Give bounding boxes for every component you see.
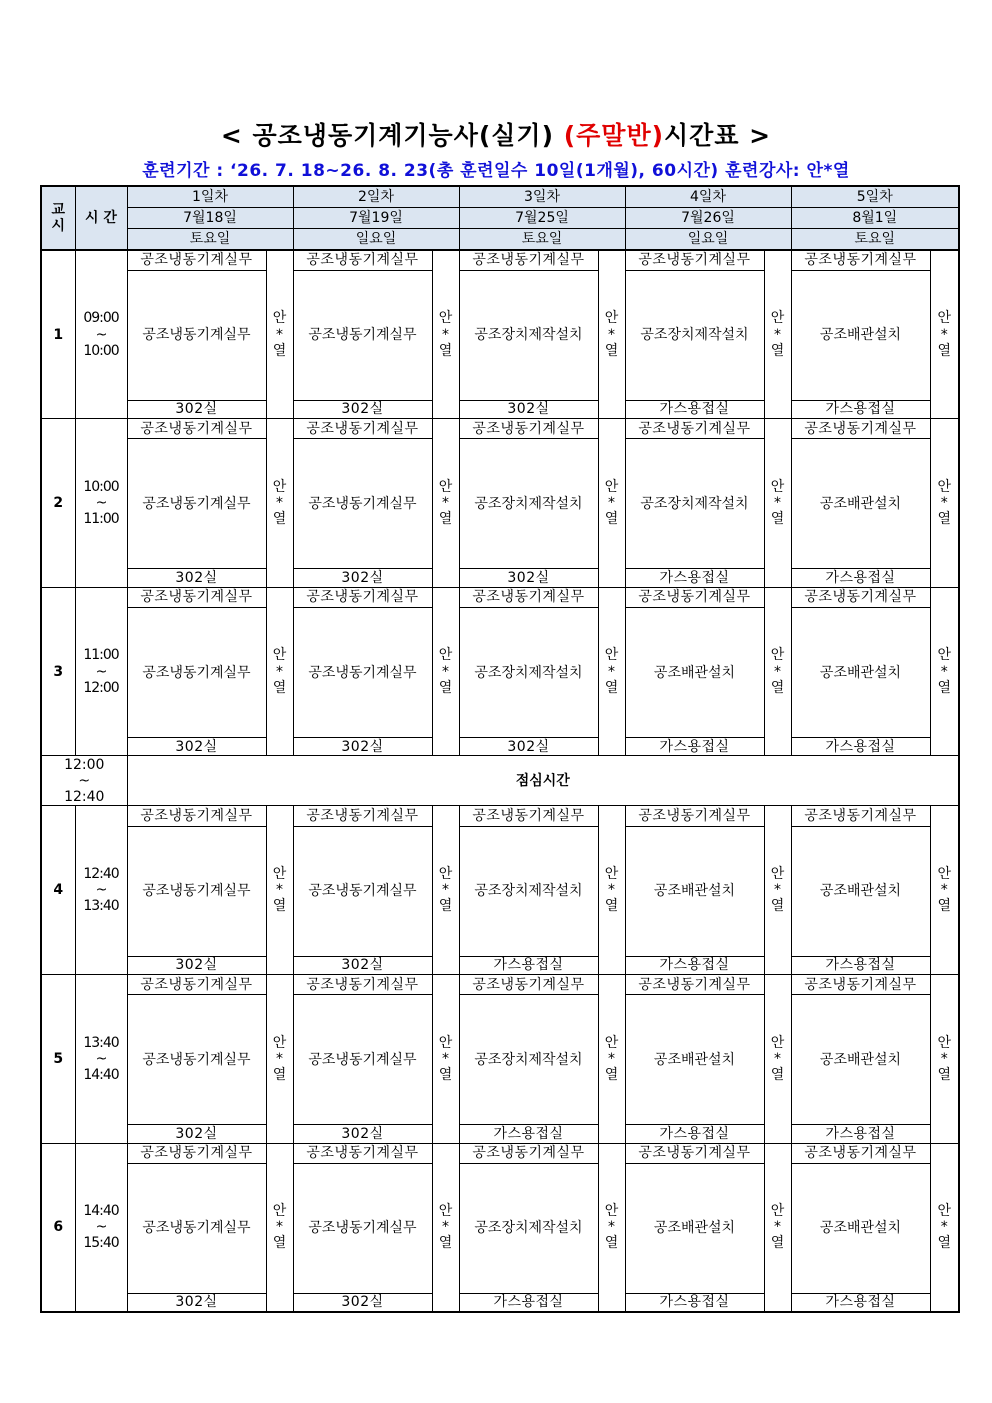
room-label: 302실: [127, 1125, 266, 1143]
subject-cell: 공조장치제작설치: [459, 439, 598, 569]
subject-cell: 공조냉동기계실무: [293, 608, 432, 738]
instructor-cell: 안 * 열: [598, 587, 625, 756]
category-label: 공조냉동기계실무: [459, 419, 598, 439]
room-label: 302실: [459, 738, 598, 756]
instructor-cell: 안 * 열: [930, 250, 959, 419]
subject-cell: 공조냉동기계실무: [127, 608, 266, 738]
weekday-header: 토요일: [459, 229, 625, 250]
room-label: 가스용접실: [459, 956, 598, 974]
category-label: 공조냉동기계실무: [459, 250, 598, 270]
category-label: 공조냉동기계실무: [127, 419, 266, 439]
page-title: [0, 116, 992, 152]
date-header: 8월1일: [791, 207, 959, 228]
category-label: 공조냉동기계실무: [293, 806, 432, 826]
category-label: 공조냉동기계실무: [127, 587, 266, 607]
instructor-cell: 안 * 열: [930, 419, 959, 588]
room-label: 가스용접실: [625, 569, 764, 587]
room-label: 302실: [293, 956, 432, 974]
category-label: 공조냉동기계실무: [293, 419, 432, 439]
room-label: 302실: [127, 956, 266, 974]
category-label: 공조냉동기계실무: [625, 975, 764, 995]
instructor-cell: 안 * 열: [764, 975, 791, 1144]
period-number: 6: [41, 1143, 75, 1312]
instructor-cell: 안 * 열: [598, 975, 625, 1144]
title-highlight: (주말반): [563, 121, 665, 150]
instructor-cell: 안 * 열: [930, 1143, 959, 1312]
instructor-cell: 안 * 열: [266, 1143, 293, 1312]
category-label: 공조냉동기계실무: [127, 806, 266, 826]
category-label: 공조냉동기계실무: [625, 250, 764, 270]
subject-cell: 공조배관설치: [625, 608, 764, 738]
room-label: 가스용접실: [625, 1125, 764, 1143]
room-label: 302실: [293, 569, 432, 587]
instructor-cell: 안 * 열: [930, 806, 959, 975]
instructor-cell: 안 * 열: [432, 806, 459, 975]
subject-cell: 공조장치제작설치: [625, 270, 764, 400]
category-label: 공조냉동기계실무: [127, 250, 266, 270]
subject-cell: 공조배관설치: [791, 826, 930, 956]
category-label: 공조냉동기계실무: [293, 975, 432, 995]
period-time: 10:00 ~ 11:00: [75, 419, 127, 588]
subject-cell: 공조냉동기계실무: [293, 995, 432, 1125]
lunch-label: 점심시간: [127, 756, 959, 806]
instructor-cell: 안 * 열: [432, 1143, 459, 1312]
subject-cell: 공조냉동기계실무: [293, 439, 432, 569]
instructor-cell: 안 * 열: [764, 806, 791, 975]
instructor-cell: 안 * 열: [930, 975, 959, 1144]
instructor-cell: 안 * 열: [432, 419, 459, 588]
period-time: 09:00 ~ 10:00: [75, 250, 127, 419]
category-label: 공조냉동기계실무: [791, 419, 930, 439]
day-header: 4일차: [625, 186, 791, 207]
category-label: 공조냉동기계실무: [791, 975, 930, 995]
day-header: 1일차: [127, 186, 293, 207]
subject-cell: 공조냉동기계실무: [127, 826, 266, 956]
category-label: 공조냉동기계실무: [127, 975, 266, 995]
instructor-cell: 안 * 열: [266, 419, 293, 588]
room-label: 302실: [293, 1125, 432, 1143]
subject-cell: 공조냉동기계실무: [127, 995, 266, 1125]
date-header: 7월18일: [127, 207, 293, 228]
instructor-cell: 안 * 열: [266, 975, 293, 1144]
instructor-cell: 안 * 열: [432, 975, 459, 1144]
period-time: 11:00 ~ 12:00: [75, 587, 127, 756]
period-number: 1: [41, 250, 75, 419]
room-label: 가스용접실: [625, 1294, 764, 1312]
room-label: 302실: [459, 569, 598, 587]
day-header: 2일차: [293, 186, 459, 207]
room-label: 302실: [293, 738, 432, 756]
subject-cell: 공조냉동기계실무: [127, 439, 266, 569]
day-header: 5일차: [791, 186, 959, 207]
instructor-cell: 안 * 열: [598, 806, 625, 975]
category-label: 공조냉동기계실무: [293, 587, 432, 607]
period-number: 3: [41, 587, 75, 756]
instructor-cell: 안 * 열: [598, 419, 625, 588]
subject-cell: 공조장치제작설치: [459, 995, 598, 1125]
instructor-cell: 안 * 열: [764, 419, 791, 588]
category-label: 공조냉동기계실무: [791, 250, 930, 270]
period-header: 교 시: [41, 186, 75, 250]
date-header: 7월19일: [293, 207, 459, 228]
subject-cell: 공조배관설치: [791, 995, 930, 1125]
subject-cell: 공조장치제작설치: [459, 1163, 598, 1293]
weekday-header: 토요일: [791, 229, 959, 250]
subject-cell: 공조냉동기계실무: [293, 1163, 432, 1293]
weekday-header: 토요일: [127, 229, 293, 250]
category-label: 공조냉동기계실무: [459, 975, 598, 995]
instructor-cell: 안 * 열: [266, 587, 293, 756]
room-label: 가스용접실: [791, 1294, 930, 1312]
room-label: 302실: [127, 1294, 266, 1312]
category-label: 공조냉동기계실무: [625, 806, 764, 826]
period-time: 12:40 ~ 13:40: [75, 806, 127, 975]
subject-cell: 공조배관설치: [791, 608, 930, 738]
subject-cell: 공조장치제작설치: [459, 826, 598, 956]
room-label: 가스용접실: [625, 400, 764, 418]
room-label: 가스용접실: [791, 956, 930, 974]
room-label: 302실: [459, 400, 598, 418]
timetable: [40, 185, 960, 1313]
instructor-cell: 안 * 열: [930, 587, 959, 756]
category-label: 공조냉동기계실무: [625, 419, 764, 439]
subject-cell: 공조냉동기계실무: [293, 826, 432, 956]
room-label: 가스용접실: [625, 956, 764, 974]
room-label: 가스용접실: [459, 1125, 598, 1143]
subject-cell: 공조배관설치: [791, 1163, 930, 1293]
instructor-cell: 안 * 열: [266, 250, 293, 419]
period-number: 4: [41, 806, 75, 975]
category-label: 공조냉동기계실무: [625, 587, 764, 607]
date-header: 7월26일: [625, 207, 791, 228]
category-label: 공조냉동기계실무: [459, 806, 598, 826]
subject-cell: 공조장치제작설치: [459, 270, 598, 400]
instructor-cell: 안 * 열: [432, 587, 459, 756]
subject-cell: 공조배관설치: [791, 270, 930, 400]
subject-cell: 공조배관설치: [625, 995, 764, 1125]
category-label: 공조냉동기계실무: [791, 1143, 930, 1163]
subject-cell: 공조배관설치: [625, 826, 764, 956]
category-label: 공조냉동기계실무: [459, 1143, 598, 1163]
lunch-time: 12:00 ~ 12:40: [41, 756, 127, 806]
category-label: 공조냉동기계실무: [293, 250, 432, 270]
period-number: 5: [41, 975, 75, 1144]
room-label: 302실: [127, 738, 266, 756]
category-label: 공조냉동기계실무: [791, 587, 930, 607]
instructor-cell: 안 * 열: [266, 806, 293, 975]
period-time: 14:40 ~ 15:40: [75, 1143, 127, 1312]
subject-cell: 공조장치제작설치: [625, 439, 764, 569]
date-header: 7월25일: [459, 207, 625, 228]
category-label: 공조냉동기계실무: [791, 806, 930, 826]
instructor-cell: 안 * 열: [764, 587, 791, 756]
category-label: 공조냉동기계실무: [293, 1143, 432, 1163]
room-label: 302실: [127, 569, 266, 587]
training-period-info: 훈련기간 : ‘26. 7. 18~26. 8. 23(총 훈련일수 10일(1개월), 60시간) 훈련강사: 안*열: [142, 161, 850, 181]
time-header: 시 간: [75, 186, 127, 250]
room-label: 가스용접실: [625, 738, 764, 756]
weekday-header: 일요일: [293, 229, 459, 250]
title-suffix: 시간표 >: [664, 121, 772, 150]
period-number: 2: [41, 419, 75, 588]
subject-cell: 공조장치제작설치: [459, 608, 598, 738]
instructor-cell: 안 * 열: [598, 250, 625, 419]
room-label: 가스용접실: [791, 569, 930, 587]
category-label: 공조냉동기계실무: [625, 1143, 764, 1163]
period-time: 13:40 ~ 14:40: [75, 975, 127, 1144]
instructor-cell: 안 * 열: [764, 250, 791, 419]
room-label: 가스용접실: [791, 400, 930, 418]
subject-cell: 공조배관설치: [791, 439, 930, 569]
instructor-cell: 안 * 열: [598, 1143, 625, 1312]
subject-cell: 공조배관설치: [625, 1163, 764, 1293]
room-label: 가스용접실: [791, 738, 930, 756]
title-prefix: < 공조냉동기계기능사(실기): [220, 121, 564, 150]
subject-cell: 공조냉동기계실무: [293, 270, 432, 400]
instructor-cell: 안 * 열: [764, 1143, 791, 1312]
room-label: 302실: [293, 400, 432, 418]
subject-cell: 공조냉동기계실무: [127, 1163, 266, 1293]
room-label: 302실: [293, 1294, 432, 1312]
instructor-cell: 안 * 열: [432, 250, 459, 419]
room-label: 302실: [127, 400, 266, 418]
category-label: 공조냉동기계실무: [127, 1143, 266, 1163]
room-label: 가스용접실: [791, 1125, 930, 1143]
weekday-header: 일요일: [625, 229, 791, 250]
day-header: 3일차: [459, 186, 625, 207]
subject-cell: 공조냉동기계실무: [127, 270, 266, 400]
room-label: 가스용접실: [459, 1294, 598, 1312]
category-label: 공조냉동기계실무: [459, 587, 598, 607]
